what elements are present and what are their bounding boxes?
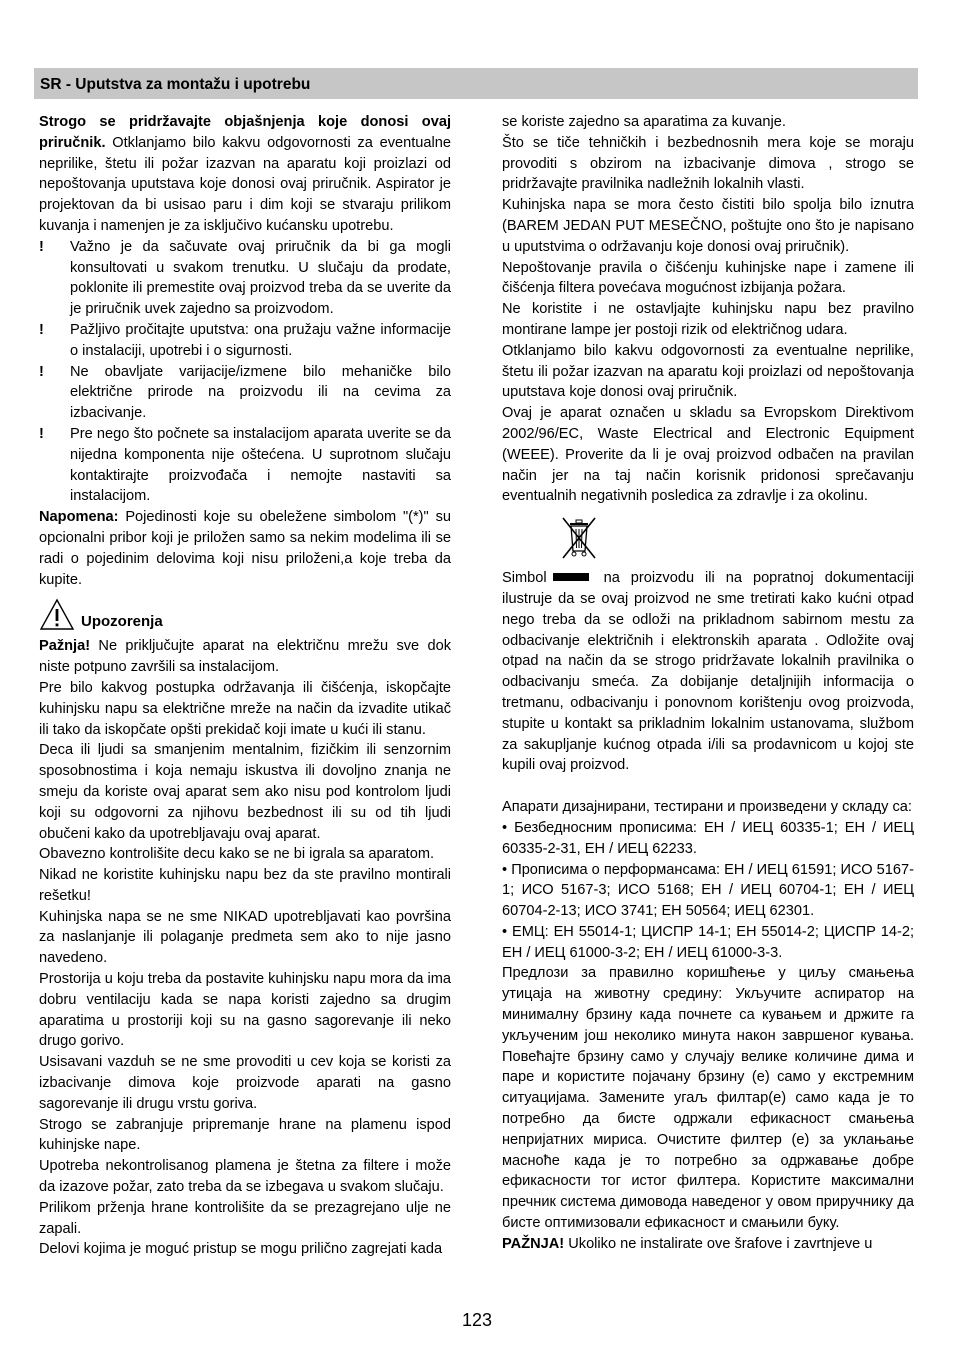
bullet-text: Pre nego što počnete sa instalacijom aparata uverite se da nijedna komponenta nije oštećena. U suprotnom slučaju kontaktirajte proizvođača i nemojte nastaviti sa instalacijom. <box>70 425 451 505</box>
page-number: 123 <box>461 1310 493 1330</box>
exclamation-mark: ! <box>39 425 44 442</box>
warning-paragraph: Usisavani vazduh se ne sme provoditi u cev koja se koristi za izbacivanje dimova koje proizvode aparati na gasno sagorevanje ili drugu vrstu goriva. <box>39 1054 451 1112</box>
left-column <box>39 112 451 1260</box>
note-label: Napomena: <box>39 509 119 526</box>
intro-bold: Strogo se pridržavajte objašnjenja koje donosi ovaj priručnik. <box>39 114 451 151</box>
bullet-item <box>39 362 451 424</box>
attention-label: Pažnja! <box>39 638 91 655</box>
right-column <box>502 112 914 1255</box>
exclamation-mark: ! <box>39 363 44 380</box>
usage-paragraph: Предлози за правилно коришћење у циљу смањења утицаја на животну средину: Укључите аспиратор на минималну брзину када почнете са кувањем и држите га укљученим још неколико минута након завршеног кувања. Повећајте брзину само у случају велике количине дима и паре и користите појачану брзину (е) само у екстремним ситуацијама. Замените угаљ филтар(е) само када је то потребно да бисте одржали ефикасност смањења непријатних мириса. Очистите филтер (е) за уклањање масноће када је то потребно за одржавање добре ефикасности тог истог филтера. Користите максимални пречник система димовода наведеног у овом приручнику да бисте оптимизовали ефикасност и смањили буку. <box>502 965 914 1232</box>
crossed-bin-icon <box>557 515 601 561</box>
symbol-word: Simbol <box>502 570 547 587</box>
warning-paragraph: Strogo se zabranjuje pripremanje hrane na plamenu ispod kuhinjske nape. <box>39 1116 451 1154</box>
bullet-text: Važno je da sačuvate ovaj priručnik da bi ga mogli konsultovati u svakom trenutku. U slučaju da prodate, poklonite ili premestite ovaj proizvod treba da se uverite da je priručnik uvek zajedno sa proizvodom. <box>70 238 451 318</box>
bullet-item <box>39 424 451 507</box>
warning-paragraph: Delovi kojima je moguć pristup se mogu prilično zagrejati kada <box>39 1241 443 1258</box>
compliance-paragraph: • Безбедносним прописима: ЕН / ИЕЦ 60335-1; ЕН / ИЕЦ 60335-2-31, ЕН / ИЕЦ 62233. <box>502 819 914 857</box>
bullet-item <box>39 320 451 362</box>
intro-text: Otklanjamo bilo kakvu odgovornosti za eventualne neprilike, štetu ili požar izazvan na aparatu koji proizlazi od nepoštovanja uputstava koje donosi ovaj priručnik. Aspirator je projektovan da bi usisao paru i dim koji se stvaraju prilikom kuvanja i namenjen je za isključivo kućansku upotrebu. <box>39 134 451 234</box>
note-text: Pojedinosti koje su obeležene simbolom "(*)" su opcionalni pribor koji je priložen samo sa nekim modelima ili se radi o pojedinim delovima koji nisu priloženi,a koje treba da kupite. <box>39 509 451 588</box>
warning-paragraph: Deca ili ljudi sa smanjenim mentalnim, fizičkim ili senzornim sposobnostima i koja nemaju iskustva ili dovoljno znanja ne smeju da koriste ovaj aparat sem ako nisu pod kontrolom ljudi koji su odgovorni za njihovu bezbednost ili su od tih ljudi obučeni kako da upotrebljavaju ovaj aparat. <box>39 742 451 842</box>
exclamation-mark: ! <box>39 238 44 255</box>
warning-paragraph: Pre bilo kakvog postupka održavanja ili čišćenja, iskopčajte kuhinjsku napu sa električne mreže na način da izvadite utikač ili tako da iskopčate opšti prekidač koji imate u kući ili stanu. <box>39 679 451 738</box>
intro-paragraph <box>39 112 451 237</box>
bullet-item <box>39 237 451 320</box>
symbol-text: na proizvodu ili na popratnoj dokumentaciji ilustruje da se ovaj proizvod ne sme tretirati kako kućni otpad nego treba da se odloži na prikladnom sabirnom mestu za odbacivanje električnih i elektronskih aparata . Odložite ovaj otpad na način da se strogo pridržavate lokalnih pravilnika o odbacivanju smeća. Za dobijanje detaljnijih informacija o tretmanu, odbacivanju i ponovnom korištenju ovog proizvoda, stupite u kontakt sa prikladnim lokalnim ustanovama, službom za sakupljanje kućnog otpada i/ili sa prodavnicom u kojoj ste kupili ovaj proizvod. <box>502 570 915 774</box>
safety-paragraph: Otklanjamo bilo kakvu odgovornosti za eventualne neprilike, štetu ili požar izazvan na aparatu koji proizlazi od nepoštovanja uputstava koje donosi ovaj priručnik. <box>502 342 914 401</box>
safety-paragraph: Ne koristite i ne ostavljajte kuhinjsku napu bez pravilno montirane lampe jer postoji rizik od električnog udara. <box>502 301 914 338</box>
section-header <box>34 68 918 99</box>
warnings-heading <box>39 598 451 636</box>
weee-symbol-box <box>502 515 914 563</box>
warnings-title: Upozorenja <box>81 613 163 631</box>
bullet-text: Ne obavljate varijacije/izmene bilo mehaničke bilo električne prirode na proizvodu ili na cevima za izbacivanje. <box>70 363 451 422</box>
safety-paragraph: Nepoštovanje pravila o čišćenju kuhinjske nape i zamene ili čišćenja filtera povećava mogućnost izbijanja požara. <box>502 259 914 297</box>
final-label: PAŽNJA! <box>502 1235 565 1252</box>
symbol-paragraph <box>502 568 914 776</box>
section-title: SR - Uputstva za montažu i upotrebu <box>40 76 311 93</box>
warning-triangle-icon <box>39 598 75 632</box>
note-paragraph <box>39 507 451 590</box>
warning-paragraph: Kuhinjska napa se ne sme NIKAD upotrebljavati kao površina za naslanjanje ili polaganje predmeta sem ako to nije jasno navedeno. <box>39 908 451 967</box>
warning-paragraph: Upotreba nekontrolisanog plamena je štetna za filtere i može da izazove požar, zato treba da se izbegava u svakom slučaju. <box>39 1158 451 1196</box>
attention-paragraph <box>39 636 451 678</box>
safety-paragraph: Što se tiče tehničkih i bezbednosnih mera koje se moraju provoditi s obzirom na izbacivanje dimova , strogo se pridržavajte pravilnika nadležnih lokalnih vlasti. <box>502 134 914 193</box>
compliance-paragraph: • ЕМЦ: ЕН 55014-1; ЦИСПР 14-1; ЕН 55014-2; ЦИСПР 14-2; ЕН / ИЕЦ 61000-3-2; ЕН / ИЕЦ 61000-3-3. <box>502 923 914 961</box>
final-paragraph <box>502 1234 914 1255</box>
bullet-text: Pažljivo pročitajte uputstva: ona pružaju važne informacije o instalaciji, upotrebi i o sigurnosti. <box>70 321 451 359</box>
exclamation-mark: ! <box>39 321 44 338</box>
black-bar-icon <box>553 573 589 581</box>
attention-text: Ne priključujte aparat na električnu mrežu sve dok niste potpuno završili sa instalacijom. <box>39 638 451 676</box>
warning-paragraph: Nikad ne koristite kuhinjsku napu bez da ste pravilno montirali rešetku! <box>39 867 451 904</box>
safety-paragraph: Kuhinjska napa se mora često čistiti bilo spolja bilo iznutra (BAREM JEDAN PUT MESEČNO, poštujte ono što je napisano u uputstvima o održavanju koje donosi ovaj priručnik). <box>502 197 914 255</box>
final-text: Ukoliko ne instalirate ove šrafove i zavrtnjeve u <box>564 1235 873 1252</box>
warning-paragraph: Prostorija u koju treba da postavite kuhinjsku napu mora da ima dobru ventilaciju kada se napa koristi zajedno sa drugim aparatima u prostoriji koji su na gasno sagorevanje ili neko drugo gorivo. <box>39 971 451 1050</box>
safety-paragraph: se koriste zajedno sa aparatima za kuvanje. <box>502 114 786 130</box>
weee-paragraph: Ovaj je aparat označen u skladu sa Evropskom Direktivom 2002/96/EC, Waste Electrical and Electronic Equipment (WEEE). Proverite da li je ovaj proizvod odbačen na pravilan način jer na taj način korisnik pridonosi sprečavanju eventualnih negativnih posledica za zdravlje i za okolinu. <box>502 405 914 505</box>
warning-paragraph: Obavezno kontrolišite decu kako se ne bi igrala sa aparatom. <box>39 846 435 863</box>
spacer <box>502 776 914 797</box>
warning-paragraph: Prilikom prženja hrane kontrolišite da se prezagrejano ulje ne zapali. <box>39 1199 451 1237</box>
compliance-paragraph: • Прописима о перформансама: ЕН / ИЕЦ 61591; ИСО 5167-1; ИСО 5167-3; ИСО 5168; ЕН / ИЕЦ 60704-1; ЕН / ИЕЦ 60704-2-13; ИСО 3741; ЕН 50564; ИЕЦ 62301. <box>502 861 914 920</box>
compliance-paragraph: Апарати дизајнирани, тестирани и произведени у складу са: <box>502 799 912 816</box>
